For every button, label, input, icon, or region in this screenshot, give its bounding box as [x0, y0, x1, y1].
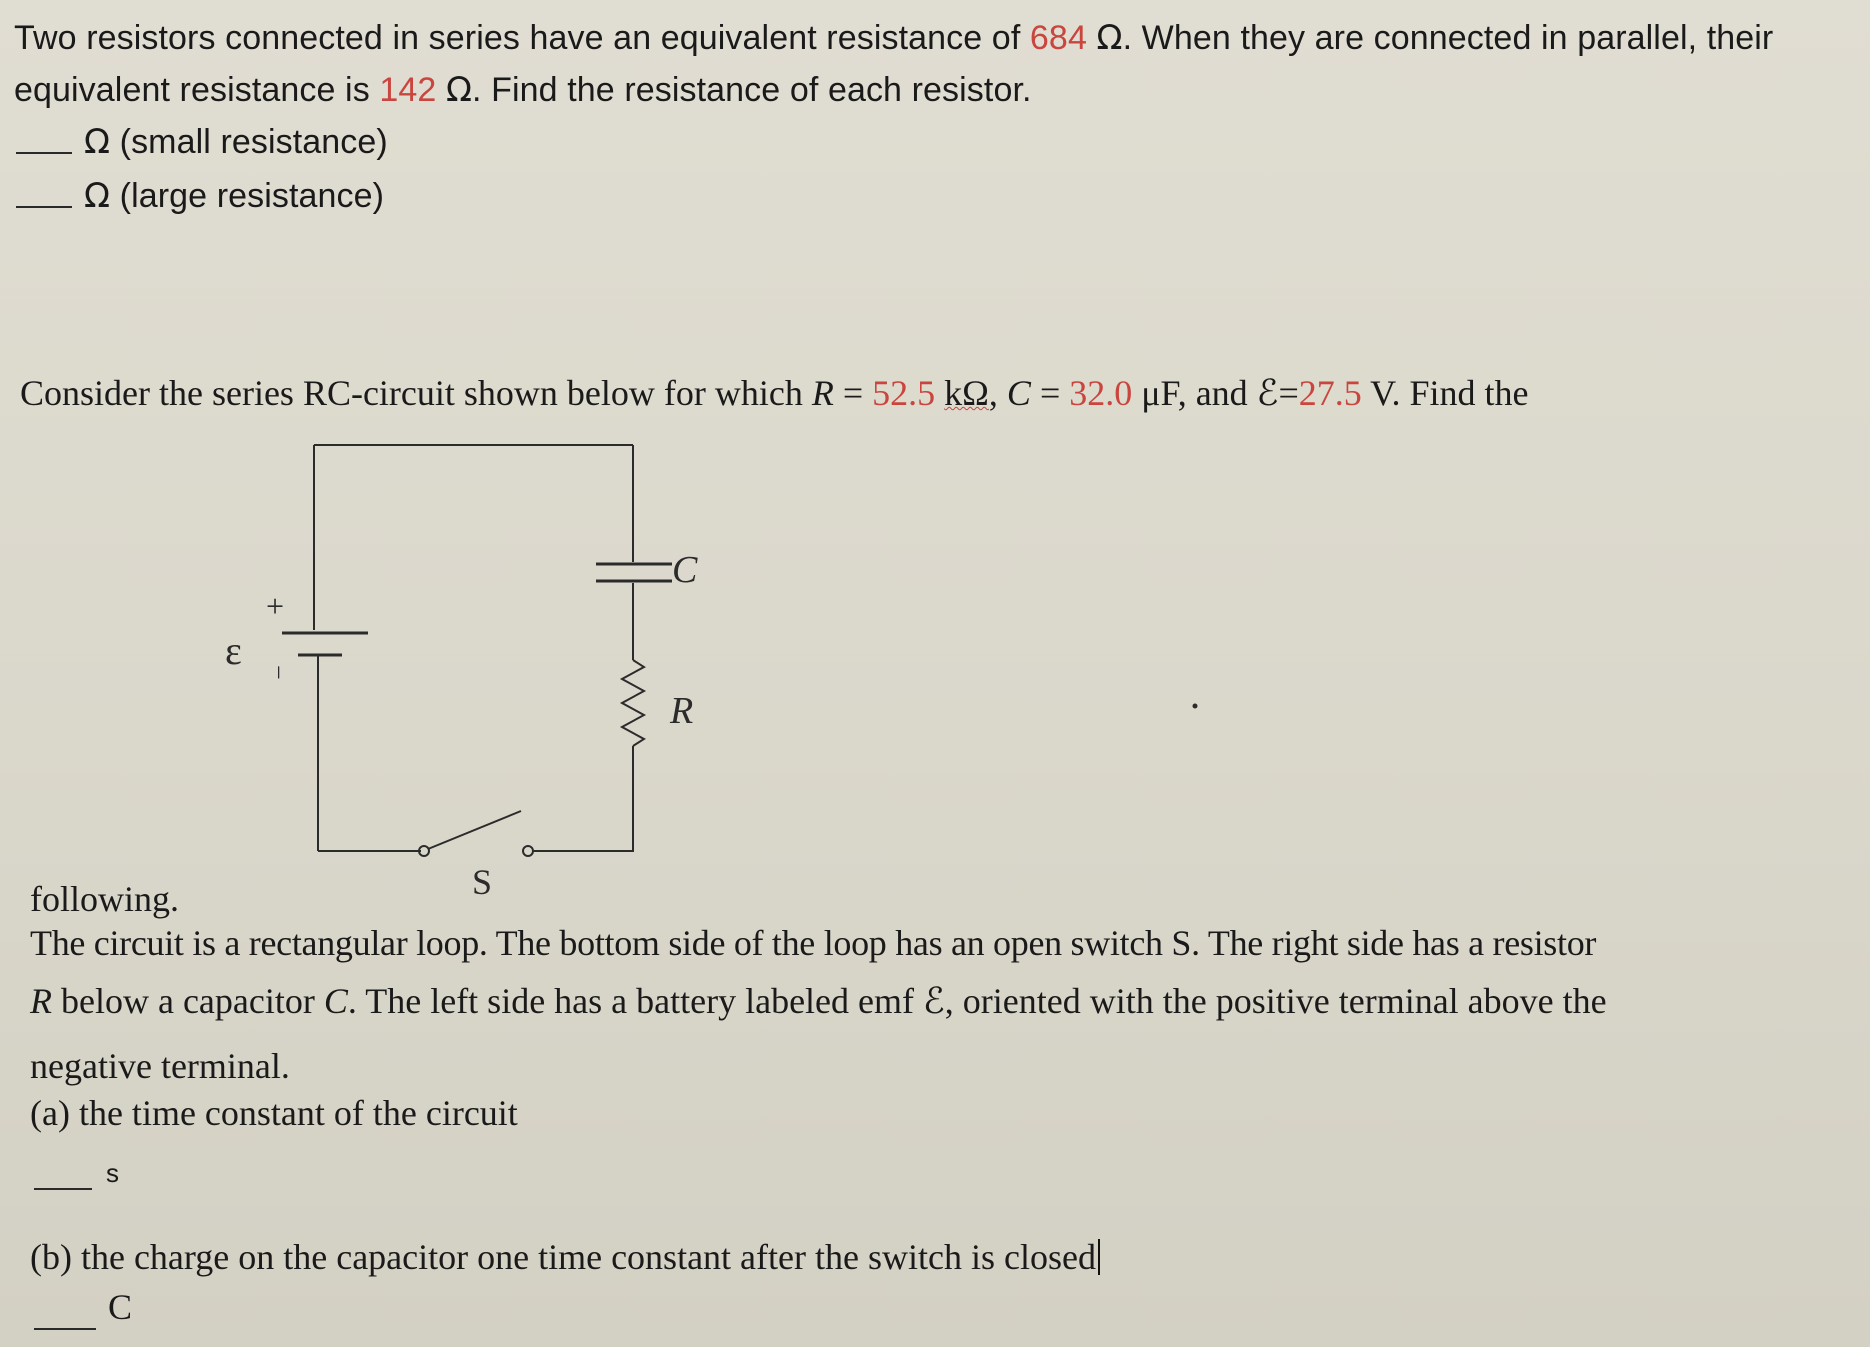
- description-line3: negative terminal.: [30, 1046, 290, 1086]
- part-b-text: (b) the charge on the capacitor one time constant after the switch is closed: [30, 1237, 1096, 1277]
- r-unit: kΩ: [944, 373, 989, 413]
- battery-plus-label: +: [266, 588, 285, 624]
- charge-input[interactable]: [34, 1306, 96, 1330]
- equals-sign: =: [1030, 373, 1070, 413]
- ohm-unit: Ω: [445, 70, 473, 110]
- description-line1: The circuit is a rectangular loop. The bottom side of the loop has an open switch S. The right side has a resistor: [30, 923, 1597, 963]
- part-a-question: (a) the time constant of the circuit: [30, 1093, 518, 1133]
- small-resistance-input[interactable]: [16, 130, 72, 154]
- emf-value: 27.5: [1298, 373, 1362, 413]
- c-value: 32.0: [1069, 373, 1133, 413]
- battery-minus-label: −: [264, 665, 293, 680]
- small-resistance-label: (small resistance): [119, 123, 388, 161]
- r-value: 52.5: [872, 373, 936, 413]
- switch-label: S: [472, 862, 493, 902]
- problem1-line2: [14, 70, 1032, 110]
- switch-arm: [428, 811, 521, 849]
- problem1-text: equivalent resistance is: [14, 71, 370, 109]
- c-unit: μF, and: [1141, 373, 1248, 413]
- ohm-unit: Ω: [1096, 18, 1123, 58]
- ohm-unit: Ω: [84, 122, 111, 162]
- c-symbol: C: [323, 981, 348, 1021]
- large-resistance-row: [84, 176, 384, 216]
- emf-label: ε: [225, 628, 242, 673]
- resistor-zigzag: [622, 660, 644, 746]
- r-symbol: R: [30, 981, 52, 1021]
- emf-unit: V. Find the: [1370, 373, 1529, 413]
- description-text: . The left side has a battery labeled emf: [347, 981, 914, 1021]
- problem2-text: Consider the series RC-circuit shown below for which: [20, 373, 803, 413]
- capacitor-label: C: [672, 549, 698, 591]
- description-text: below a capacitor: [52, 981, 324, 1021]
- c-symbol: C: [1006, 373, 1031, 413]
- small-resistance-row: [84, 122, 388, 162]
- description-line2: [30, 980, 1607, 1022]
- description-text: oriented with the positive terminal above the: [953, 981, 1607, 1021]
- time-constant-input[interactable]: [34, 1166, 92, 1190]
- ohm-unit: Ω: [84, 176, 111, 216]
- large-resistance-label: (large resistance): [119, 177, 385, 215]
- part-b-question: [30, 1236, 1100, 1278]
- problem1-text: Two resistors connected in series have an equivalent resistance of: [14, 19, 1021, 57]
- parallel-resistance-value: 142: [379, 71, 437, 109]
- emf-symbol: ℰ,: [923, 981, 954, 1021]
- following-text: following.: [30, 879, 179, 919]
- part-a-unit: s: [106, 1158, 119, 1188]
- large-resistance-input[interactable]: [16, 184, 72, 208]
- problem2-intro: Consider the series RC-circuit shown below for which R = 52.5 kΩ, C = 32.0 μF, and ℰ=27.5 V. Find the: [20, 373, 1529, 413]
- switch-terminal-left: [419, 846, 429, 856]
- emf-symbol: ℰ: [1256, 373, 1279, 413]
- text-cursor: [1098, 1239, 1100, 1275]
- switch-terminal-right: [523, 846, 533, 856]
- part-b-unit: C: [108, 1287, 133, 1327]
- r-symbol: R: [811, 373, 834, 413]
- problem1-line1: [14, 18, 1773, 58]
- equals-sign: =: [833, 373, 873, 413]
- series-resistance-value: 684: [1029, 19, 1087, 57]
- problem1-text: . Find the resistance of each resistor.: [472, 71, 1032, 109]
- resistor-label: R: [670, 690, 694, 732]
- dot-mark: [1193, 704, 1198, 709]
- problem1-text: . When they are connected in parallel, their: [1122, 19, 1774, 57]
